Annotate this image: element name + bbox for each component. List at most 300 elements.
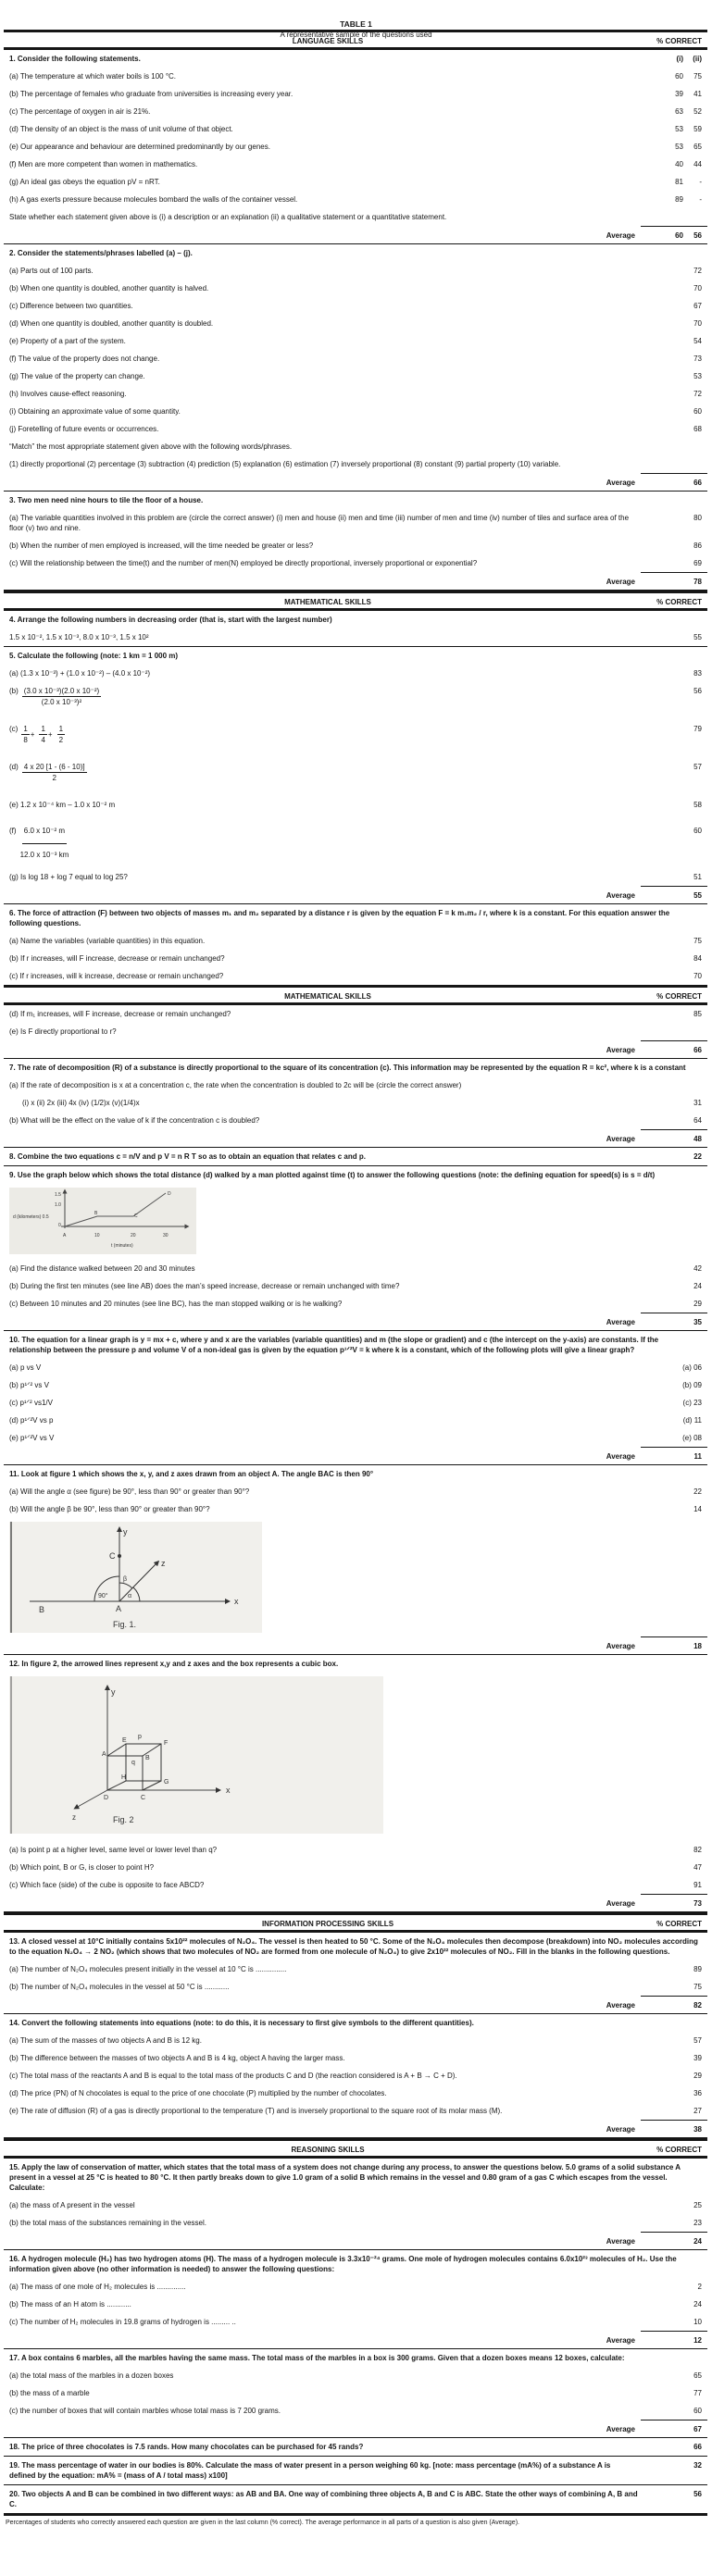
question-text: 2. Consider the statements/phrases labelled (a) – (j). [9, 249, 193, 257]
item-text: (j) Foretelling of future events or occurrences. [9, 425, 159, 433]
percent-correct-value: 55 [693, 633, 702, 641]
percent-correct-values [693, 632, 702, 642]
average-row [4, 572, 707, 591]
question-item [4, 315, 707, 332]
question-heading [4, 1331, 707, 1359]
percent-correct-value: (d) 11 [682, 1416, 702, 1425]
item-text: (e) Our appearance and behaviour are determined predominantly by our genes. [9, 143, 270, 151]
question-item [4, 138, 707, 156]
figure-row [4, 1518, 707, 1636]
question-text: 5. Calculate the following (note: 1 km = 1 000 m) [9, 652, 179, 660]
denominator: 8 [23, 736, 28, 744]
question-heading [4, 1655, 707, 1673]
percent-correct-value: 72 [693, 267, 702, 275]
question-item [4, 438, 707, 455]
percent-correct-values [693, 1964, 702, 1974]
question-item [4, 537, 707, 554]
fraction [20, 826, 69, 860]
percent-correct-value: 52 [693, 107, 702, 116]
percent-correct-values [674, 194, 702, 205]
average-row [4, 1996, 707, 2014]
percent-correct-value: 86 [693, 541, 702, 550]
percent-correct-value: 70 [693, 284, 702, 292]
average-label: Average [606, 891, 635, 900]
percent-correct-values [693, 2317, 702, 2327]
percent-correct-value: 12 [693, 2336, 702, 2345]
item-text: (a) The mass of one mole of H₂ molecules is .............. [9, 2283, 186, 2291]
percent-correct-value: 89 [693, 1965, 702, 1973]
item-text: (c) Between 10 minutes and 20 minutes (see line BC), has the man stopped walking or is he walking? [9, 1300, 343, 1308]
fraction [22, 686, 101, 707]
item-text: (a) Will the angle α (see figure) be 90°, less than 90° or greater than 90°? [9, 1487, 250, 1496]
question-text: 9. Use the graph below which shows the total distance (d) walked by a man plotted against time (t) to answer the following questions (note: the defining equation for speed(s) is s = d/t) [9, 1171, 656, 1179]
numerator: 4 x 20 [1 - (6 - 10)] [23, 763, 85, 771]
question-item [4, 1394, 707, 1412]
percent-correct-values [693, 2371, 702, 2381]
item-text: (b) Will the angle β be 90°, less than 90° or greater than 90°? [9, 1505, 210, 1513]
percent-correct-values [674, 142, 702, 152]
figure-1-axes [9, 1522, 262, 1633]
percent-correct-value: 82 [693, 1846, 702, 1854]
question-heading [4, 611, 707, 628]
question-item [4, 1429, 707, 1447]
plus-operator: + [30, 730, 35, 739]
percent-correct-value: 75 [693, 72, 702, 81]
figure-label: z [72, 1813, 76, 1822]
percent-correct-values [693, 2035, 702, 2046]
percent-correct-value: 22 [693, 1487, 702, 1496]
item-text: (g) The value of the property can change. [9, 372, 145, 380]
percent-correct-values [693, 2335, 702, 2346]
percent-correct-value: (c) 23 [682, 1399, 702, 1407]
figure-label: d (kilometers) 0.5 [13, 1214, 49, 1220]
percent-correct-values [693, 2388, 702, 2398]
question-item [4, 68, 707, 85]
question-item [4, 2278, 707, 2296]
average-label: Average [606, 1318, 635, 1326]
percent-correct-values [693, 2424, 702, 2434]
figure-label: 10 [94, 1233, 100, 1238]
question-text: 10. The equation for a linear graph is y = mx + c, where y and x are the variables (variable quantities) and m (the slope or gradient) and c (the intercept on the y-axis) are constants. If the relationship between the pressure p and volume V of a non-ideal gas is given by the equation p¹ᐟ²V = k where k is a constant, which of the following plots will give a linear graph? [9, 1336, 659, 1354]
item-text: (f) Men are more competent than women in mathematics. [9, 160, 198, 168]
percent-correct-value: 53 [675, 143, 683, 151]
percent-correct-values [693, 1862, 702, 1873]
figure-label: C [109, 1551, 116, 1561]
average-row [4, 473, 707, 492]
figure-label: A [63, 1233, 67, 1238]
item-text: “Match” the most appropriate statement given above with the following words/phrases. [9, 442, 293, 451]
percent-correct-value: 68 [693, 425, 702, 433]
percent-correct-value: 60 [675, 231, 683, 240]
percent-correct-value: 72 [693, 390, 702, 398]
average-label: Average [606, 2336, 635, 2345]
percent-correct-value: 66 [693, 479, 702, 487]
percent-correct-value: 41 [693, 90, 702, 98]
figure-label: Fig. 2 [113, 1815, 134, 1824]
average-row [4, 1040, 707, 1059]
question-item [4, 2367, 707, 2384]
question-heading [4, 647, 707, 665]
question-text: 4. Arrange the following numbers in decreasing order (that is, start with the largest number) [9, 616, 332, 624]
item-text: (a) Find the distance walked between 20 and 30 minutes [9, 1264, 195, 1273]
percent-correct-value: 11 [693, 1452, 702, 1461]
percent-correct-value: 83 [693, 669, 702, 678]
item-text: (c) the number of boxes that will contain marbles whose total mass is 7 200 grams. [9, 2407, 281, 2415]
percent-correct-values [682, 1380, 702, 1390]
item-text: (c) The number of H₂ molecules in 19.8 grams of hydrogen is ......... .. [9, 2318, 236, 2326]
question-heading [4, 1933, 707, 1960]
item-label: (d) [9, 763, 19, 771]
questions-table [4, 30, 707, 2516]
distance-time-graph [9, 1188, 196, 1254]
percent-correct-values [693, 2200, 702, 2210]
percent-correct-value: 53 [693, 372, 702, 380]
percent-correct-values [683, 1415, 702, 1425]
math-expression-row [4, 758, 707, 796]
average-row [4, 2120, 707, 2138]
figure-label: 1.5 [55, 1192, 61, 1198]
figure-label: C [141, 1795, 146, 1801]
percent-correct-values [674, 159, 702, 169]
percent-correct-values [693, 2236, 702, 2246]
question-item [4, 950, 707, 967]
percent-correct-value: 57 [693, 2036, 702, 2045]
item-text: (c) Difference between two quantities. [9, 302, 133, 310]
question-item [4, 403, 707, 420]
question-text: 18. The price of three chocolates is 7.5 rands. How many chocolates can be purchased for 45 rands? [9, 2443, 364, 2451]
average-label: Average [606, 1452, 635, 1461]
percent-correct-values [693, 1281, 702, 1291]
item-label: (f) [9, 827, 17, 835]
figure-label: C [134, 1213, 138, 1219]
figure-row [4, 1184, 707, 1260]
item-text: (c) Which face (side) of the cube is opposite to face ABCD? [9, 1881, 205, 1889]
percent-correct-value: 14 [693, 1505, 702, 1513]
percent-correct-values [693, 2088, 702, 2098]
average-row [4, 2420, 707, 2438]
average-label: Average [606, 479, 635, 487]
percent-correct-value: - [699, 195, 702, 204]
item-text: (h) A gas exerts pressure because molecules bombard the walls of the container vessel. [9, 195, 298, 204]
percent-correct-value: 70 [693, 972, 702, 980]
figure-label: D [168, 1191, 171, 1197]
item-text: (b) The number of N₂O₄ molecules in the vessel at 50 °C is ............ [9, 1983, 230, 1991]
percent-correct-value: 65 [693, 2371, 702, 2380]
average-label: Average [606, 1135, 635, 1143]
item-text: (b) p¹ᐟ² vs V [9, 1381, 49, 1389]
percent-correct-values [693, 1045, 702, 1055]
numerator: 6.0 x 10⁻² m [22, 826, 67, 844]
question-text: 11. Look at figure 1 which shows the x, y, and z axes drawn from an object A. The angle BAC is then 90° [9, 1470, 374, 1478]
item-text: (b) the mass of a marble [9, 2389, 90, 2397]
percent-correct-value: 85 [693, 1010, 702, 1018]
table-subtitle: A representative sample of the questions used [280, 31, 432, 39]
percent-correct-values [693, 1299, 702, 1309]
figure-label: p [138, 1734, 142, 1740]
item-text: (c) The total mass of the reactants A and B is equal to the total mass of the products C and D (the reaction considered is A + B → C + D). [9, 2072, 457, 2080]
percent-correct-value: 23 [693, 2219, 702, 2227]
percent-correct-value: 38 [693, 2125, 702, 2134]
percent-correct-value: 56 [693, 2490, 702, 2498]
fraction [39, 724, 46, 745]
section-header [4, 30, 707, 50]
plus-operator: + [47, 730, 53, 739]
percent-correct-values [683, 1398, 702, 1408]
question-heading [4, 244, 707, 262]
item-text: (g) An ideal gas obeys the equation pV = nRT. [9, 178, 160, 186]
question-item [4, 1023, 707, 1040]
math-expression-row [4, 720, 707, 758]
item-text: (e) 1.2 x 10⁻⁴ km – 1.0 x 10⁻² m [9, 801, 116, 809]
item-text: (b) If r increases, will F increase, decrease or remain unchanged? [9, 954, 225, 963]
average-row [4, 1313, 707, 1331]
item-text: (i) x (ii) 2x (iii) 4x (iv) (1/2)x (v)(1/4)x [22, 1099, 140, 1107]
percent-correct-value: 59 [693, 125, 702, 133]
percent-correct-values [682, 1433, 702, 1443]
average-label: Average [606, 2001, 635, 2010]
percent-correct-values [693, 2299, 702, 2309]
item-text: (e) Property of a part of the system. [9, 337, 126, 345]
average-label: Average [606, 2237, 635, 2246]
question-item [4, 103, 707, 120]
item-text: State whether each statement given above is (i) a description or an explanation (ii) a qualitative statement or a quantitative statement. [9, 213, 447, 221]
figure-row [4, 1673, 707, 1841]
question-item [4, 156, 707, 173]
percent-correct-values [674, 106, 702, 117]
question-text: 19. The mass percentage of water in our bodies is 80%. Calculate the mass of water present in a person weighing 60 kg. [note: mass percentage (mA%) of a substance A is defined by the equation: mA% = (mass of A / total mass) x100] [9, 2461, 611, 2480]
question-heading [4, 1148, 707, 1166]
percent-correct-value: 35 [693, 1318, 702, 1326]
percent-correct-value: 51 [693, 873, 702, 881]
question-heading [4, 2014, 707, 2032]
figure-label: B [145, 1755, 150, 1761]
question-heading [4, 2485, 707, 2516]
numerator: 1 [41, 725, 45, 733]
item-text: (b) The difference between the masses of two objects A and B is 4 kg, object A having the larger mass. [9, 2054, 345, 2062]
percent-correct-values [674, 230, 702, 241]
percent-correct-value: 60 [693, 407, 702, 416]
percent-correct-values [693, 513, 702, 523]
item-text: (b) the total mass of the substances remaining in the vessel. [9, 2219, 206, 2227]
percent-correct-value: (b) 09 [682, 1381, 702, 1389]
percent-correct-header: % CORRECT [656, 1920, 702, 1928]
percent-correct-value: 2 [697, 2283, 702, 2291]
percent-correct-values [693, 336, 702, 346]
percent-correct-values [693, 1134, 702, 1144]
question-item [4, 455, 707, 473]
question-item [4, 2384, 707, 2402]
percent-correct-value: 18 [693, 1642, 702, 1650]
percent-correct-value: 78 [693, 578, 702, 586]
average-label: Average [606, 231, 635, 240]
question-item [4, 1076, 707, 1094]
item-text: (d) The density of an object is the mass of unit volume of that object. [9, 125, 233, 133]
figure-label: y [111, 1687, 116, 1697]
percent-correct-values [693, 2106, 702, 2116]
question-item [4, 2402, 707, 2420]
fraction [22, 762, 87, 783]
figure-label: q [131, 1760, 135, 1766]
percent-correct-header: % CORRECT [656, 2146, 702, 2154]
percent-correct-value: 67 [693, 2425, 702, 2433]
percent-correct-value: 31 [693, 1099, 702, 1107]
numerator: 1 [23, 725, 28, 733]
percent-correct-values [693, 283, 702, 293]
percent-correct-value: 73 [693, 355, 702, 363]
figure-label: x [226, 1786, 231, 1795]
percent-correct-value: 27 [693, 2107, 702, 2115]
percent-correct-value: 56 [693, 687, 702, 695]
figure-label: t (minutes) [111, 1243, 133, 1249]
item-text: (g) Is log 18 + log 7 equal to log 25? [9, 873, 128, 881]
question-item [4, 332, 707, 350]
average-row [4, 1636, 707, 1655]
question-heading [4, 1059, 707, 1076]
item-text: (a) The variable quantities involved in this problem are (circle the correct answer) (i) men and house (ii) men and time (iii) number of men and time (iv) number of tiles and surface area of the floor (v) two and nine. [9, 514, 630, 532]
item-text: (c) If r increases, will k increase, decrease or remain unchanged? [9, 972, 224, 980]
question-item [4, 2102, 707, 2120]
section-title: INFORMATION PROCESSING SKILLS [261, 1920, 394, 1928]
percent-correct-value: 75 [693, 1983, 702, 1991]
percent-correct-values [693, 1641, 702, 1651]
percent-correct-value: 80 [693, 514, 702, 522]
percent-correct-values [693, 953, 702, 964]
question-item [4, 628, 707, 647]
average-label: Average [606, 1046, 635, 1054]
figure-label: D [104, 1795, 109, 1801]
question-heading [4, 2159, 707, 2196]
percent-correct-value: (e) 08 [682, 1434, 702, 1442]
figure-label: z [161, 1559, 166, 1568]
question-heading [4, 50, 707, 68]
section-title: LANGUAGE SKILLS [292, 37, 364, 45]
percent-correct-values [693, 541, 702, 551]
section-header [4, 2138, 707, 2159]
item-text: (e) p¹ᐟ²V vs V [9, 1434, 55, 1442]
percent-correct-value: 60 [693, 2407, 702, 2415]
item-text: (b) When one quantity is doubled, another quantity is halved. [9, 284, 209, 292]
question-item [4, 350, 707, 367]
question-heading [4, 1465, 707, 1483]
percent-correct-values [674, 89, 702, 99]
question-heading [4, 2438, 707, 2457]
figure-label: x [234, 1597, 239, 1606]
question-text: 20. Two objects A and B can be combined in two different ways: as AB and BA. One way of combining three objects A, B and C is ABC. State the other ways of combining A, B and C. [9, 2490, 638, 2508]
average-label: Average [606, 578, 635, 586]
section-header [4, 591, 707, 611]
percent-correct-values [693, 1151, 702, 1162]
percent-correct-value: 24 [693, 2237, 702, 2246]
percent-correct-value: 70 [693, 319, 702, 328]
percent-correct-values [693, 2053, 702, 2063]
section-header [4, 985, 707, 1005]
question-item [4, 509, 707, 537]
percent-correct-value: 65 [693, 143, 702, 151]
question-item [4, 932, 707, 950]
question-item [4, 1859, 707, 1876]
point-c [118, 1554, 121, 1558]
percent-correct-value: 24 [693, 1282, 702, 1290]
question-item [4, 1876, 707, 1894]
question-item [4, 1960, 707, 1978]
item-text: (d) p¹ᐟ²V vs p [9, 1416, 54, 1425]
question-item [4, 2214, 707, 2232]
percent-correct-value: 55 [693, 891, 702, 900]
numerator: 1 [58, 725, 64, 733]
table-caption [0, 0, 712, 39]
question-item [4, 208, 707, 226]
percent-correct-values [693, 1317, 702, 1327]
percent-correct-value: 58 [693, 801, 702, 809]
question-heading [4, 904, 707, 932]
percent-correct-value: (a) 06 [682, 1363, 702, 1372]
percent-correct-values [693, 2218, 702, 2228]
percent-correct-value: 66 [693, 1046, 702, 1054]
figure-label: A [116, 1604, 122, 1613]
item-label: (b) [9, 687, 19, 695]
question-item [4, 1295, 707, 1313]
item-text: (b) The percentage of females who graduate from universities is increasing every year. [9, 90, 294, 98]
percent-correct-values [693, 1982, 702, 1992]
numerator: (3.0 x 10⁻³)(2.0 x 10⁻²) [23, 687, 100, 695]
table-footnote: Percentages of students who correctly answered each question are given in the last column (% correct). The average performance in all parts of a question is also given (Average). [6, 2520, 519, 2526]
average-row [4, 226, 707, 244]
percent-correct-value: 39 [675, 90, 683, 98]
item-text: (d) If m₁ increases, will F increase, decrease or remain unchanged? [9, 1010, 231, 1018]
question-item [4, 1483, 707, 1500]
item-text: (i) Obtaining an approximate value of some quantity. [9, 407, 181, 416]
percent-correct-value: 79 [693, 725, 702, 733]
percent-correct-values [693, 2460, 702, 2470]
item-text: (b) During the first ten minutes (see line AB) does the man’s speed increase, decrease or remain unchanged with time? [9, 1282, 400, 1290]
percent-correct-value: 69 [693, 559, 702, 567]
question-item [4, 1978, 707, 1996]
item-text: (a) The number of N₂O₄ molecules present initially in the vessel at 10 °C is ............... [9, 1965, 287, 1973]
percent-correct-values [693, 724, 702, 734]
question-item [4, 2296, 707, 2313]
cubic-box [107, 1744, 161, 1790]
percent-correct-values [693, 1115, 702, 1126]
percent-correct-values [693, 478, 702, 488]
question-item [4, 191, 707, 208]
item-text: (e) The rate of diffusion (R) of a gas is directly proportional to the temperature (T) and is inversely proportional to the square root of its molar mass (M). [9, 2107, 503, 2115]
question-text: 6. The force of attraction (F) between two objects of masses m₁ and m₂ separated by a distance r is given by the equation F = k m₁m₂ / r, where k is a constant. For this equation answer the following questions. [9, 909, 670, 927]
question-item [4, 2313, 707, 2331]
percent-correct-value: 10 [693, 2318, 702, 2326]
percent-correct-values [674, 71, 702, 81]
percent-correct-value: 24 [693, 2300, 702, 2308]
denominator: 2 [58, 736, 64, 744]
percent-correct-values [693, 301, 702, 311]
percent-correct-value: 53 [675, 125, 683, 133]
item-text: (a) The sum of the masses of two objects A and B is 12 kg. [9, 2036, 202, 2045]
percent-correct-value: 67 [693, 302, 702, 310]
question-heading [4, 1166, 707, 1184]
item-text: (b) When the number of men employed is increased, will the time needed be greater or less? [9, 541, 314, 550]
item-text: (f) The value of the property does not change. [9, 355, 160, 363]
percent-correct-header: % CORRECT [656, 37, 702, 45]
percent-correct-values [693, 2406, 702, 2416]
percent-correct-values [693, 2124, 702, 2134]
average-row [4, 2232, 707, 2250]
question-text: 1. Consider the following statements. [9, 55, 141, 63]
percent-correct-value: 29 [693, 1300, 702, 1308]
question-item [4, 85, 707, 103]
figure-label: 20 [131, 1233, 136, 1238]
question-item [4, 665, 707, 682]
percent-correct-value: 57 [693, 763, 702, 771]
average-row [4, 1129, 707, 1148]
